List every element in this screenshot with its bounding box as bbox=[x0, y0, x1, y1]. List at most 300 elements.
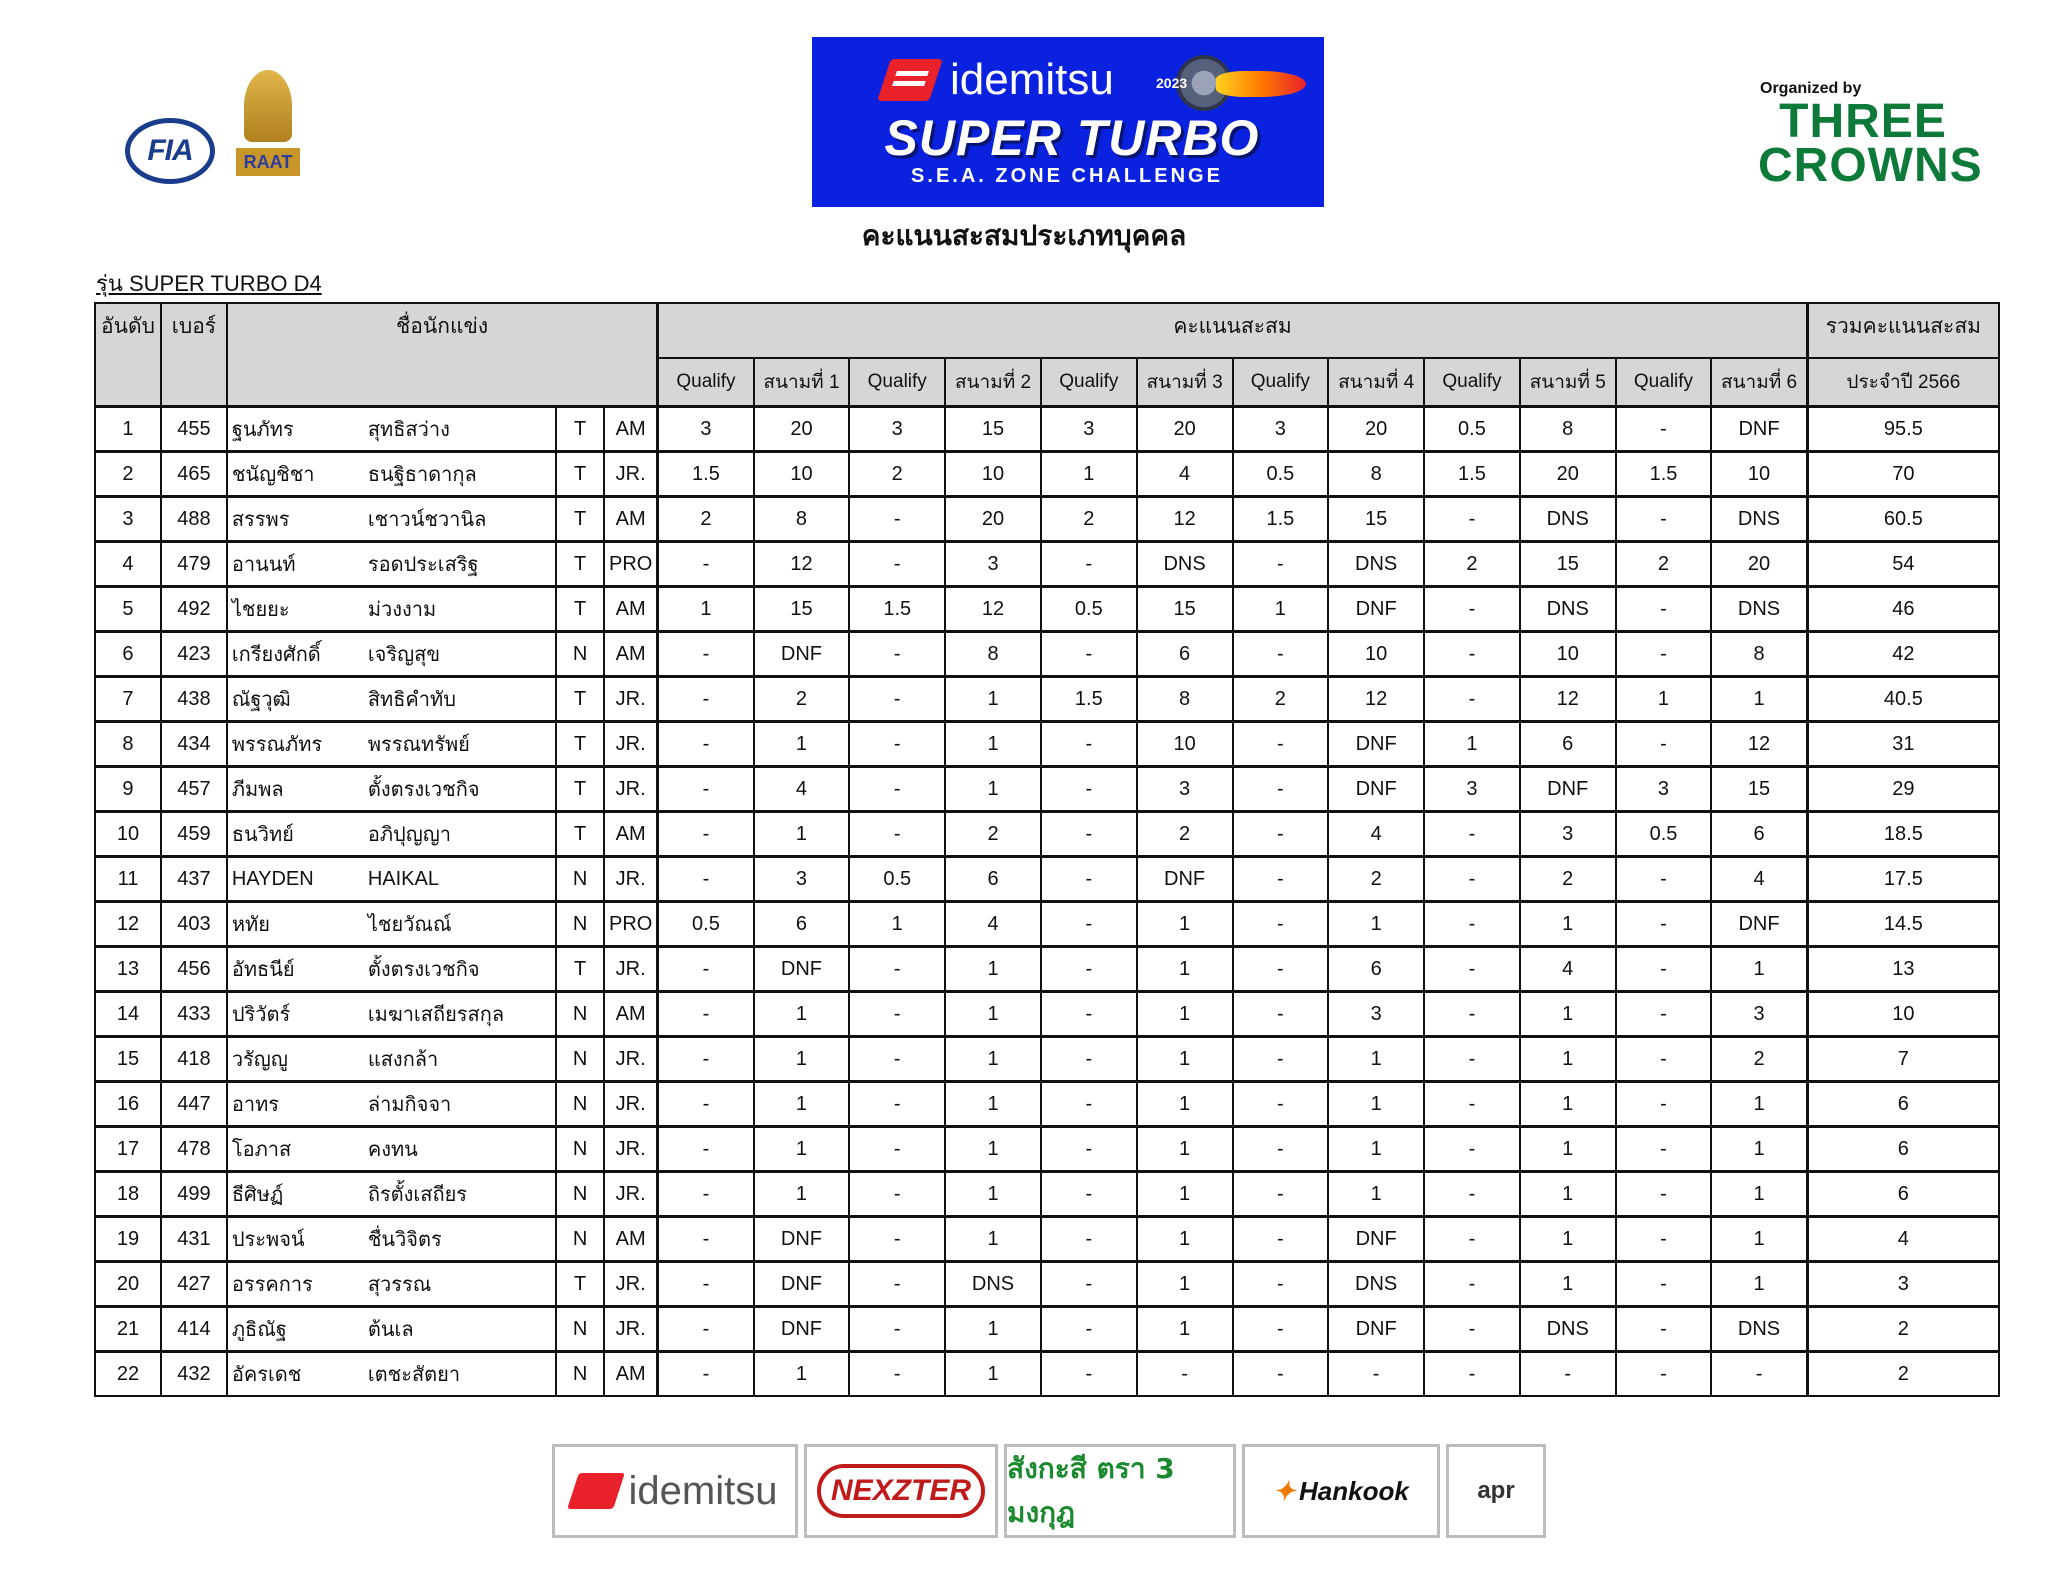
number-cell: 418 bbox=[161, 1037, 227, 1082]
number-cell: 403 bbox=[161, 902, 227, 947]
driver-name-cell bbox=[227, 1172, 556, 1217]
driver-name-cell bbox=[227, 992, 556, 1037]
standings-table bbox=[94, 302, 2000, 1397]
race-score-cell: DNF bbox=[754, 947, 850, 992]
idemitsu-flag-icon bbox=[567, 1473, 625, 1509]
race-score-cell: 4 bbox=[1328, 812, 1424, 857]
qualify-score-cell: - bbox=[1041, 1217, 1137, 1262]
race-score-cell: 1 bbox=[945, 767, 1041, 812]
driver-type-cell: T bbox=[556, 497, 604, 542]
qualify-score-cell: - bbox=[658, 1082, 754, 1127]
qualify-score-cell: - bbox=[1616, 1037, 1712, 1082]
qualify-score-cell: 2 bbox=[1233, 677, 1329, 722]
driver-type-cell: T bbox=[556, 1262, 604, 1307]
driver-category-cell: AM bbox=[604, 497, 658, 542]
qualify-score-cell: - bbox=[1616, 902, 1712, 947]
qualify-score-cell: 1 bbox=[849, 902, 945, 947]
qualify-score-cell: - bbox=[1233, 992, 1329, 1037]
race-score-cell: - bbox=[1711, 1352, 1807, 1397]
table-row bbox=[95, 407, 1999, 452]
qualify-score-cell: - bbox=[1233, 1352, 1329, 1397]
race-score-cell: 1 bbox=[754, 812, 850, 857]
race-score-cell: 1 bbox=[1137, 1127, 1233, 1172]
race-score-cell: DNF bbox=[754, 632, 850, 677]
page-title: คะแนนสะสมประเภทบุคคล bbox=[861, 219, 1187, 252]
race-score-cell: 1 bbox=[1328, 1172, 1424, 1217]
driver-type-cell: N bbox=[556, 1217, 604, 1262]
qualify-score-cell: - bbox=[1424, 1172, 1520, 1217]
qualify-score-cell: 1 bbox=[1424, 722, 1520, 767]
race-score-cell: 6 bbox=[754, 902, 850, 947]
driver-name-cell bbox=[227, 1037, 556, 1082]
total-points-cell: 95.5 bbox=[1807, 407, 1999, 452]
driver-type-cell: N bbox=[556, 1352, 604, 1397]
number-cell: 465 bbox=[161, 452, 227, 497]
qualify-score-cell: - bbox=[1424, 857, 1520, 902]
number-cell: 488 bbox=[161, 497, 227, 542]
qualify-score-cell: - bbox=[1616, 992, 1712, 1037]
qualify-score-cell: - bbox=[849, 497, 945, 542]
driver-name-cell bbox=[227, 677, 556, 722]
qualify-score-cell: - bbox=[1233, 767, 1329, 812]
qualify-score-cell: 1.5 bbox=[1616, 452, 1712, 497]
race-score-cell: 1 bbox=[1520, 1037, 1616, 1082]
race-score-cell: 1 bbox=[754, 992, 850, 1037]
driver-category-cell: JR. bbox=[604, 452, 658, 497]
race-score-cell: 1 bbox=[945, 677, 1041, 722]
qualify-score-cell: - bbox=[1616, 1262, 1712, 1307]
qualify-score-cell: - bbox=[1424, 1037, 1520, 1082]
driver-last-name: ม่วงงาม bbox=[367, 599, 437, 621]
rank-cell: 19 bbox=[95, 1217, 161, 1262]
qualify-score-cell: - bbox=[1041, 992, 1137, 1037]
driver-category-cell: JR. bbox=[604, 722, 658, 767]
race-score-cell: 12 bbox=[1328, 677, 1424, 722]
driver-type-cell: T bbox=[556, 407, 604, 452]
race-score-cell: 1 bbox=[1711, 677, 1807, 722]
driver-first-name: ปริวัตร์ bbox=[231, 1004, 291, 1026]
driver-last-name: เจริญสุข bbox=[367, 644, 441, 666]
driver-first-name: พรรณภัทร bbox=[231, 734, 323, 756]
table-row bbox=[95, 812, 1999, 857]
driver-last-name: ชื่นวิจิตร bbox=[367, 1229, 442, 1251]
qualify-score-cell: - bbox=[1424, 1127, 1520, 1172]
race-score-cell: 1 bbox=[945, 1037, 1041, 1082]
table-row bbox=[95, 1352, 1999, 1397]
race-score-cell: 1 bbox=[1137, 1172, 1233, 1217]
qualify-score-cell: - bbox=[1616, 1082, 1712, 1127]
banner-title: SUPER TURBO bbox=[884, 110, 1260, 166]
driver-first-name: อัครเดช bbox=[231, 1364, 302, 1386]
qualify-score-cell: - bbox=[1616, 497, 1712, 542]
rank-cell: 6 bbox=[95, 632, 161, 677]
qualify-score-cell: - bbox=[1233, 1307, 1329, 1352]
driver-category-cell: JR. bbox=[604, 1037, 658, 1082]
driver-first-name: ไชยยะ bbox=[231, 599, 290, 621]
race-score-cell: 3 bbox=[945, 542, 1041, 587]
driver-name-cell bbox=[227, 587, 556, 632]
total-points-cell: 7 bbox=[1807, 1037, 1999, 1082]
driver-type-cell: N bbox=[556, 1127, 604, 1172]
race-score-cell: DNF bbox=[1137, 857, 1233, 902]
qualify-score-cell: - bbox=[1424, 497, 1520, 542]
table-row bbox=[95, 677, 1999, 722]
race-score-cell: 1 bbox=[754, 1037, 850, 1082]
driver-last-name: ตั้งตรงเวชกิจ bbox=[367, 959, 480, 981]
qualify-score-cell: - bbox=[1041, 1172, 1137, 1217]
race-score-cell: 15 bbox=[1328, 497, 1424, 542]
number-cell: 414 bbox=[161, 1307, 227, 1352]
qualify-score-cell: - bbox=[1233, 632, 1329, 677]
header-driver: ชื่อนักแข่ง bbox=[227, 303, 658, 407]
rank-cell: 18 bbox=[95, 1172, 161, 1217]
qualify-score-cell: - bbox=[849, 722, 945, 767]
qualify-score-cell: - bbox=[1424, 632, 1520, 677]
total-points-cell: 2 bbox=[1807, 1307, 1999, 1352]
driver-category-cell: JR. bbox=[604, 1127, 658, 1172]
driver-category-cell: JR. bbox=[604, 677, 658, 722]
driver-last-name: สุทธิสว่าง bbox=[367, 419, 450, 441]
rank-cell: 4 bbox=[95, 542, 161, 587]
driver-category-cell: AM bbox=[604, 812, 658, 857]
race-score-cell: DNS bbox=[1711, 1307, 1807, 1352]
qualify-score-cell: - bbox=[1233, 857, 1329, 902]
race-score-cell: 15 bbox=[1520, 542, 1616, 587]
qualify-score-cell: 1.5 bbox=[1041, 677, 1137, 722]
race-score-cell: 4 bbox=[1711, 857, 1807, 902]
race-score-cell: 1 bbox=[1711, 1262, 1807, 1307]
table-row bbox=[95, 767, 1999, 812]
table-row bbox=[95, 1082, 1999, 1127]
race-score-cell: 1 bbox=[1137, 1307, 1233, 1352]
race-score-cell: 1 bbox=[754, 722, 850, 767]
qualify-score-cell: - bbox=[658, 1217, 754, 1262]
race-score-cell: 10 bbox=[1711, 452, 1807, 497]
qualify-score-cell: - bbox=[1424, 992, 1520, 1037]
race-score-cell: DNS bbox=[1137, 542, 1233, 587]
race-score-cell: 2 bbox=[1137, 812, 1233, 857]
table-row bbox=[95, 857, 1999, 902]
total-points-cell: 17.5 bbox=[1807, 857, 1999, 902]
header-qualify-6: Qualify bbox=[1616, 358, 1712, 407]
qualify-score-cell: - bbox=[1041, 632, 1137, 677]
organizer-label: Organized by bbox=[1760, 80, 1862, 97]
sponsor-sangkasi-text: สังกะสี ตรา 3 มงกุฎ bbox=[1007, 1452, 1175, 1529]
driver-last-name: คงทน bbox=[367, 1139, 418, 1161]
qualify-score-cell: - bbox=[1233, 542, 1329, 587]
race-score-cell: 8 bbox=[945, 632, 1041, 677]
sponsor-strip bbox=[552, 1444, 1546, 1538]
race-score-cell: DNS bbox=[1328, 1262, 1424, 1307]
race-score-cell: 15 bbox=[945, 407, 1041, 452]
qualify-score-cell: - bbox=[1616, 722, 1712, 767]
driver-type-cell: T bbox=[556, 452, 604, 497]
qualify-score-cell: 1 bbox=[1041, 452, 1137, 497]
sponsor-apr-text: apr bbox=[1477, 1477, 1515, 1504]
driver-first-name: ณัฐวุฒิ bbox=[231, 689, 291, 711]
race-score-cell: 6 bbox=[1711, 812, 1807, 857]
race-score-cell: 1 bbox=[1520, 1172, 1616, 1217]
driver-name-cell bbox=[227, 407, 556, 452]
number-cell: 437 bbox=[161, 857, 227, 902]
driver-type-cell: N bbox=[556, 992, 604, 1037]
number-cell: 456 bbox=[161, 947, 227, 992]
race-score-cell: 1 bbox=[945, 1172, 1041, 1217]
total-points-cell: 29 bbox=[1807, 767, 1999, 812]
qualify-score-cell: 1 bbox=[1233, 587, 1329, 632]
qualify-score-cell: 3 bbox=[1233, 407, 1329, 452]
qualify-score-cell: - bbox=[1041, 947, 1137, 992]
race-score-cell: 20 bbox=[1137, 407, 1233, 452]
race-score-cell: 1 bbox=[1520, 1262, 1616, 1307]
number-cell: 457 bbox=[161, 767, 227, 812]
total-points-cell: 2 bbox=[1807, 1352, 1999, 1397]
driver-category-cell: AM bbox=[604, 407, 658, 452]
race-score-cell: 1 bbox=[1137, 1037, 1233, 1082]
driver-last-name: เชาวน์ชวานิล bbox=[367, 509, 487, 531]
sponsor-nexzter-logo bbox=[804, 1444, 998, 1538]
rank-cell: 22 bbox=[95, 1352, 161, 1397]
total-points-cell: 14.5 bbox=[1807, 902, 1999, 947]
race-score-cell: 1 bbox=[945, 992, 1041, 1037]
driver-last-name: อภิปุญญา bbox=[367, 824, 452, 846]
table-row bbox=[95, 497, 1999, 542]
race-score-cell: 1 bbox=[1711, 947, 1807, 992]
header-race-4: สนามที่ 4 bbox=[1328, 358, 1424, 407]
driver-type-cell: T bbox=[556, 722, 604, 767]
race-score-cell: 4 bbox=[1137, 452, 1233, 497]
race-score-cell: 8 bbox=[1711, 632, 1807, 677]
race-score-cell: 4 bbox=[754, 767, 850, 812]
race-score-cell: 1 bbox=[754, 1082, 850, 1127]
driver-category-cell: JR. bbox=[604, 857, 658, 902]
qualify-score-cell: - bbox=[1233, 1217, 1329, 1262]
race-score-cell: 1 bbox=[1328, 1082, 1424, 1127]
fia-logo: FIA bbox=[125, 118, 215, 184]
number-cell: 431 bbox=[161, 1217, 227, 1262]
total-points-cell: 10 bbox=[1807, 992, 1999, 1037]
driver-first-name: ประพจน์ bbox=[231, 1229, 305, 1251]
event-banner bbox=[812, 37, 1324, 207]
number-cell: 499 bbox=[161, 1172, 227, 1217]
driver-last-name: ตั้งตรงเวชกิจ bbox=[367, 779, 480, 801]
qualify-score-cell: - bbox=[1041, 1037, 1137, 1082]
race-score-cell: DNS bbox=[1328, 542, 1424, 587]
qualify-score-cell: - bbox=[849, 1217, 945, 1262]
driver-name-cell bbox=[227, 632, 556, 677]
driver-category-cell: PRO bbox=[604, 542, 658, 587]
number-cell: 433 bbox=[161, 992, 227, 1037]
qualify-score-cell: - bbox=[1041, 722, 1137, 767]
driver-category-cell: AM bbox=[604, 1217, 658, 1262]
qualify-score-cell: - bbox=[849, 677, 945, 722]
race-score-cell: 1 bbox=[1137, 902, 1233, 947]
qualify-score-cell: - bbox=[1233, 947, 1329, 992]
qualify-score-cell: 2 bbox=[1041, 497, 1137, 542]
qualify-score-cell: 2 bbox=[658, 497, 754, 542]
header-rank: อันดับ bbox=[95, 303, 161, 407]
driver-first-name: ธนวิทย์ bbox=[231, 824, 294, 846]
qualify-score-cell: - bbox=[1233, 1037, 1329, 1082]
qualify-score-cell: - bbox=[849, 947, 945, 992]
driver-name-cell bbox=[227, 1262, 556, 1307]
header-qualify-4: Qualify bbox=[1233, 358, 1329, 407]
qualify-score-cell: - bbox=[1041, 1262, 1137, 1307]
rank-cell: 11 bbox=[95, 857, 161, 902]
race-score-cell: 1 bbox=[1520, 992, 1616, 1037]
race-score-cell: DNF bbox=[754, 1217, 850, 1262]
race-score-cell: 8 bbox=[754, 497, 850, 542]
qualify-score-cell: 0.5 bbox=[1233, 452, 1329, 497]
total-points-cell: 70 bbox=[1807, 452, 1999, 497]
qualify-score-cell: 3 bbox=[1041, 407, 1137, 452]
race-score-cell: DNF bbox=[1520, 767, 1616, 812]
race-score-cell: 10 bbox=[945, 452, 1041, 497]
qualify-score-cell: - bbox=[658, 1127, 754, 1172]
qualify-score-cell: - bbox=[1041, 1352, 1137, 1397]
qualify-score-cell: - bbox=[1041, 767, 1137, 812]
race-score-cell: 1 bbox=[754, 1172, 850, 1217]
race-score-cell: 20 bbox=[1328, 407, 1424, 452]
header-points-group: คะแนนสะสม bbox=[658, 303, 1807, 358]
qualify-score-cell: - bbox=[1233, 812, 1329, 857]
qualify-score-cell: 1 bbox=[658, 587, 754, 632]
header-qualify-3: Qualify bbox=[1041, 358, 1137, 407]
number-cell: 434 bbox=[161, 722, 227, 767]
table-row bbox=[95, 1217, 1999, 1262]
qualify-score-cell: - bbox=[658, 992, 754, 1037]
driver-first-name: ธีศิษฏ์ bbox=[231, 1184, 284, 1206]
total-points-cell: 31 bbox=[1807, 722, 1999, 767]
driver-category-cell: JR. bbox=[604, 767, 658, 812]
race-score-cell: 1 bbox=[754, 1127, 850, 1172]
total-points-cell: 18.5 bbox=[1807, 812, 1999, 857]
driver-category-cell: JR. bbox=[604, 1262, 658, 1307]
race-score-cell: 1 bbox=[945, 722, 1041, 767]
driver-category-cell: AM bbox=[604, 992, 658, 1037]
header-race-2: สนามที่ 2 bbox=[945, 358, 1041, 407]
qualify-score-cell: - bbox=[1616, 587, 1712, 632]
driver-first-name: อาทร bbox=[231, 1094, 279, 1116]
driver-first-name: โอภาส bbox=[231, 1139, 292, 1161]
qualify-score-cell: - bbox=[1424, 1262, 1520, 1307]
rank-cell: 10 bbox=[95, 812, 161, 857]
qualify-score-cell: 3 bbox=[1424, 767, 1520, 812]
race-score-cell: 20 bbox=[754, 407, 850, 452]
race-score-cell: 2 bbox=[754, 677, 850, 722]
qualify-score-cell: - bbox=[1041, 542, 1137, 587]
qualify-score-cell: 3 bbox=[658, 407, 754, 452]
driver-last-name: ต้นเล bbox=[367, 1319, 414, 1341]
table-row bbox=[95, 1172, 1999, 1217]
race-score-cell: 3 bbox=[1328, 992, 1424, 1037]
race-score-cell: 6 bbox=[1328, 947, 1424, 992]
driver-category-cell: JR. bbox=[604, 1307, 658, 1352]
rank-cell: 21 bbox=[95, 1307, 161, 1352]
qualify-score-cell: - bbox=[1424, 1082, 1520, 1127]
race-score-cell: DNF bbox=[1328, 1307, 1424, 1352]
race-score-cell: DNF bbox=[1328, 587, 1424, 632]
table-row bbox=[95, 947, 1999, 992]
race-score-cell: 6 bbox=[945, 857, 1041, 902]
race-score-cell: DNF bbox=[1328, 722, 1424, 767]
total-points-cell: 40.5 bbox=[1807, 677, 1999, 722]
qualify-score-cell: - bbox=[658, 947, 754, 992]
qualify-score-cell: - bbox=[658, 1172, 754, 1217]
race-score-cell: DNF bbox=[1711, 902, 1807, 947]
driver-type-cell: T bbox=[556, 812, 604, 857]
driver-first-name: HAYDEN bbox=[231, 867, 314, 890]
qualify-score-cell: - bbox=[1041, 812, 1137, 857]
driver-first-name: สรรพร bbox=[231, 509, 290, 531]
qualify-score-cell: - bbox=[849, 1262, 945, 1307]
qualify-score-cell: - bbox=[1424, 587, 1520, 632]
qualify-score-cell: - bbox=[1233, 1082, 1329, 1127]
qualify-score-cell: - bbox=[1041, 1307, 1137, 1352]
driver-type-cell: T bbox=[556, 542, 604, 587]
total-points-cell: 6 bbox=[1807, 1082, 1999, 1127]
qualify-score-cell: 1 bbox=[1616, 677, 1712, 722]
race-score-cell: DNF bbox=[1328, 767, 1424, 812]
sponsor-apr-logo bbox=[1446, 1444, 1546, 1538]
sponsor-hankook-logo bbox=[1242, 1444, 1440, 1538]
race-score-cell: 8 bbox=[1520, 407, 1616, 452]
driver-name-cell bbox=[227, 1082, 556, 1127]
rank-cell: 15 bbox=[95, 1037, 161, 1082]
qualify-score-cell: - bbox=[658, 812, 754, 857]
sponsor-idemitsu-text: idemitsu bbox=[628, 1468, 778, 1513]
table-row bbox=[95, 542, 1999, 587]
total-points-cell: 4 bbox=[1807, 1217, 1999, 1262]
race-score-cell: 1 bbox=[1520, 1082, 1616, 1127]
number-cell: 492 bbox=[161, 587, 227, 632]
header-race-3: สนามที่ 3 bbox=[1137, 358, 1233, 407]
header-number: เบอร์ bbox=[161, 303, 227, 407]
race-score-cell: 4 bbox=[1520, 947, 1616, 992]
organizer-logo: THREE CROWNS bbox=[1758, 95, 1983, 192]
number-cell: 447 bbox=[161, 1082, 227, 1127]
race-score-cell: - bbox=[1137, 1352, 1233, 1397]
flame-icon bbox=[1216, 71, 1306, 97]
race-score-cell: - bbox=[1328, 1352, 1424, 1397]
driver-name-cell bbox=[227, 767, 556, 812]
driver-type-cell: T bbox=[556, 587, 604, 632]
driver-name-cell bbox=[227, 722, 556, 767]
table-row bbox=[95, 1262, 1999, 1307]
race-score-cell: 12 bbox=[1520, 677, 1616, 722]
driver-type-cell: N bbox=[556, 1172, 604, 1217]
rank-cell: 12 bbox=[95, 902, 161, 947]
driver-last-name: แสงกล้า bbox=[367, 1049, 439, 1071]
qualify-score-cell: - bbox=[1424, 1307, 1520, 1352]
race-score-cell: 2 bbox=[1520, 857, 1616, 902]
header-qualify-1: Qualify bbox=[658, 358, 754, 407]
qualify-score-cell: - bbox=[1424, 1352, 1520, 1397]
qualify-score-cell: - bbox=[1616, 1307, 1712, 1352]
qualify-score-cell: - bbox=[1616, 1127, 1712, 1172]
qualify-score-cell: - bbox=[1233, 902, 1329, 947]
driver-name-cell bbox=[227, 1127, 556, 1172]
race-score-cell: DNS bbox=[1711, 497, 1807, 542]
driver-first-name: อัทธนีย์ bbox=[231, 959, 295, 981]
rank-cell: 8 bbox=[95, 722, 161, 767]
driver-type-cell: N bbox=[556, 1037, 604, 1082]
number-cell: 427 bbox=[161, 1262, 227, 1307]
qualify-score-cell: - bbox=[849, 1352, 945, 1397]
race-score-cell: 1 bbox=[1520, 1127, 1616, 1172]
race-score-cell: 15 bbox=[1137, 587, 1233, 632]
number-cell: 432 bbox=[161, 1352, 227, 1397]
